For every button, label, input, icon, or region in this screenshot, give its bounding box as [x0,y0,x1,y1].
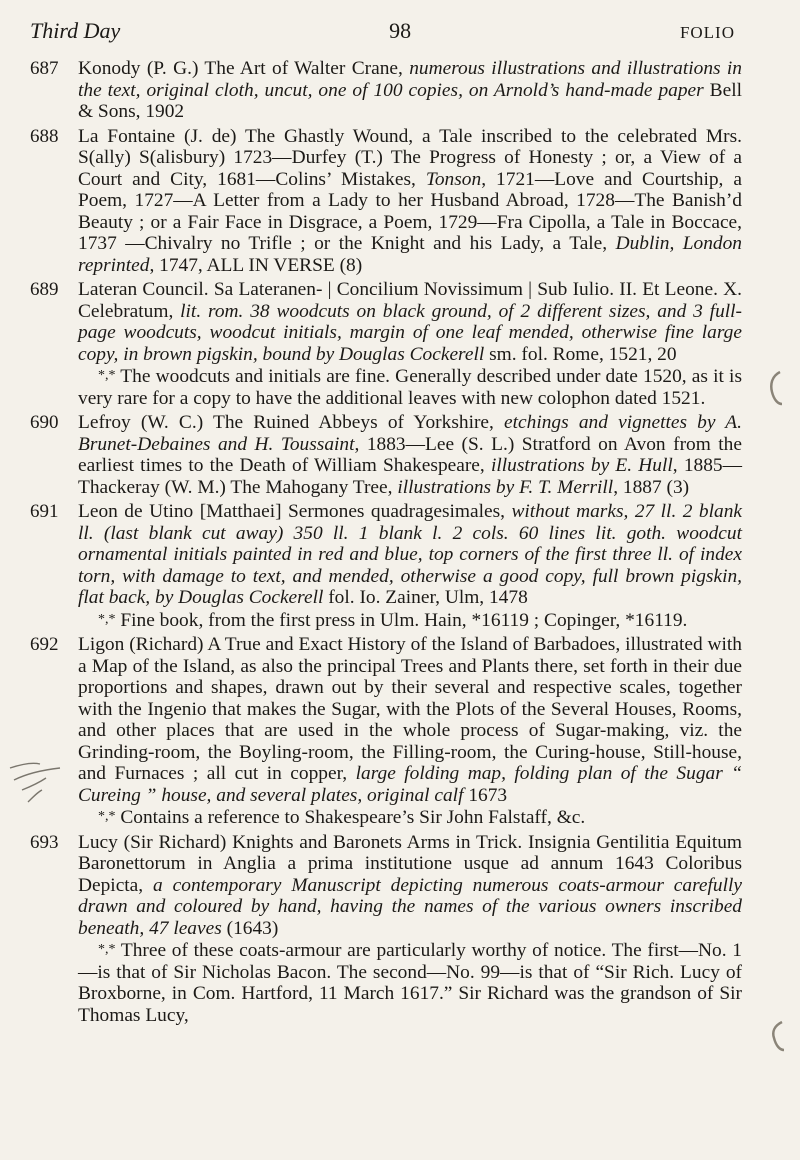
page-number: 98 [389,18,412,43]
lot-description-text: Lucy (Sir Richard) Knights and Baronets Arms in Trick. Insignia Gentilitia Equitum Baronettorum in Anglia a prima institutione usque ad annum 1643 Coloribus Depicta, [78,831,742,896]
bracket-mark-icon [768,1018,788,1054]
section-title: Third Day [30,18,121,43]
pencil-annotation-icon [2,760,72,820]
lot-description-text: , 1747, ALL IN VERSE (8) [149,254,363,276]
lot-entry [30,126,742,277]
note-marker: *,* [98,611,116,627]
lot-description-italic: Dublin, London reprinted [78,233,743,276]
lot-note [78,806,742,829]
running-head [30,18,735,44]
lot-description-italic: lit. rom. 38 woodcuts on black ground, of 2 different sizes, and 3 full-page woodcuts, woodcut initials, margin of one leaf mended, otherwise fine large copy, in brown pigskin, bound by Douglas Cockerell [78,300,742,365]
lot-description-text: Konody (P. G.) The Art of Walter Crane, [78,58,410,79]
lot-note-text: Three of these coats-armour are particularly worthy of notice. The first—No. 1—is that of Sir Nicholas Bacon. The second—No. 99—is that of “Sir Rich. Lucy of Broxborne, in Com. Hartford, 11 March 1617.” Sir Richard was the grandson of Sir Thomas Lucy, [78,940,742,1026]
lot-description [78,501,742,609]
lot-entry [30,412,742,498]
lot-description-text: , 1887 (3) [613,476,690,498]
lot-entry [30,501,742,631]
lot-number: 687 [30,58,59,79]
lot-list [30,58,742,1029]
lot-entry [30,832,742,1027]
note-marker: *,* [98,368,116,383]
lot-description-text: Ligon (Richard) A True and Exact History of the Island of Barbadoes, illustrated with a Map of the Island, as also the principal Trees and Plants there, set forth in their due proportions and shapes, drawn out by their several and respective scales, together with the Ingenio that makes the Sugar, with the Plots of the Several Houses, Rooms, and other places that are used in the whole process of Sugar-making, viz. the Grinding-room, the Boyling-room, the Filling-room, the Curing-house, Still-house, and Furnaces ; all cut in copper, [78,634,742,784]
lot-description [78,58,742,123]
lot-description-italic: large folding map, folding plan of the Sugar “ Cureing ” house, and several plates, original calf [78,763,743,806]
lot-description-text: Leon de Utino [Matthaei] Sermones quadragesimales, [78,501,512,522]
lot-entry [30,58,742,123]
lot-number: 691 [30,501,59,522]
lot-note [78,939,742,1026]
lot-note [78,609,742,632]
lot-description [78,279,742,365]
lot-number: 693 [30,831,59,853]
lot-number: 689 [30,279,59,300]
lot-number: 688 [30,125,59,147]
lot-description-italic: illustrations by F. T. Merrill [397,476,614,498]
lot-number: 690 [30,412,59,433]
bracket-mark-icon [766,368,786,408]
lot-description-italic: illustrations by E. Hull [490,455,673,476]
lot-description-text: Bell & Sons, 1902 [78,79,742,122]
format-label: FOLIO [679,23,735,42]
lot-description-italic: numerous illustrations and illustrations in the text, original cloth, uncut, one of 100 copies, on Arnold’s hand-made paper [78,58,742,101]
lot-description-text: Lefroy (W. C.) The Ruined Abbeys of Yorkshire, [78,412,505,433]
lot-description-text: (1643) [221,917,279,939]
lot-description-text: Lateran Council. Sa Lateranen- | Concilium Novissimum | Sub Iulio. II. Et Leone. X. Celebratum, [78,279,742,322]
lot-description-text: fol. Io. Zainer, Ulm, 1478 [323,587,528,608]
lot-description-text: , 1885—Thackeray (W. M.) The Mahogany Tree, [78,455,742,498]
lot-description-italic: Tonson [425,168,482,190]
lot-note-text: Fine book, from the first press in Ulm. Hain, *16119 ; Copinger, *16119. [115,609,688,631]
lot-description [78,412,742,498]
lot-description-text: , 1721—Love and Courtship, a Poem, 1727—A Letter from a Lady to her Husband Abroad, 1728—The Banish’d Beauty ; or a Fair Face in Disgrace, a Poem, 1729—Fra Cipolla, a Tale in Boccace, 1737 —Chivalry no Trifle ; or the Knight and his Lady, a Tale, [78,168,743,254]
lot-description-italic: a contemporary Manuscript depicting numerous coats-armour carefully drawn and coloured by hand, having the names of the various owners inscribed beneath, 47 leaves [78,874,742,939]
lot-description [78,634,742,806]
lot-number: 692 [30,634,59,655]
lot-note-text: The woodcuts and initials are fine. Generally described under date 1520, as it is very rare for a copy to have the additional leaves with new colophon dated 1521. [78,366,742,409]
lot-entry [30,634,742,829]
lot-note-text: Contains a reference to Shakespeare’s Sir John Falstaff, &c. [115,807,586,828]
note-marker: *,* [98,809,116,824]
lot-description-italic: etchings and vignettes by A. Brunet-Debaines and H. Toussaint [78,412,742,455]
lot-description-text: , 1883—Lee (S. L.) Stratford on Avon from the earliest times to the Death of William Shakespeare, [78,433,742,476]
lot-entry [30,279,742,409]
lot-description-italic: without marks, 27 ll. 2 blank ll. (last blank cut away) 350 ll. 1 blank l. 2 cols. 60 lines lit. goth. woodcut ornamental initials painted in red and blue, top corners of the first three ll. of index torn, with damage to text, and mended, otherwise a good copy, full brown pigskin, flat back, by Douglas Cockerell [78,501,742,608]
note-marker: *,* [98,942,116,957]
lot-description-text: 1673 [463,784,508,806]
lot-description-text: sm. fol. Rome, 1521, 20 [484,343,677,365]
lot-description [78,126,742,277]
lot-description [78,832,742,940]
lot-note [78,365,742,409]
lot-description-text: La Fontaine (J. de) The Ghastly Wound, a Tale inscribed to the celebrated Mrs. S(ally) S(alisbury) 1723—Durfey (T.) The Progress of Honesty ; or, a View of a Court and City, 1681—Colins’ Mistakes, [78,125,742,190]
